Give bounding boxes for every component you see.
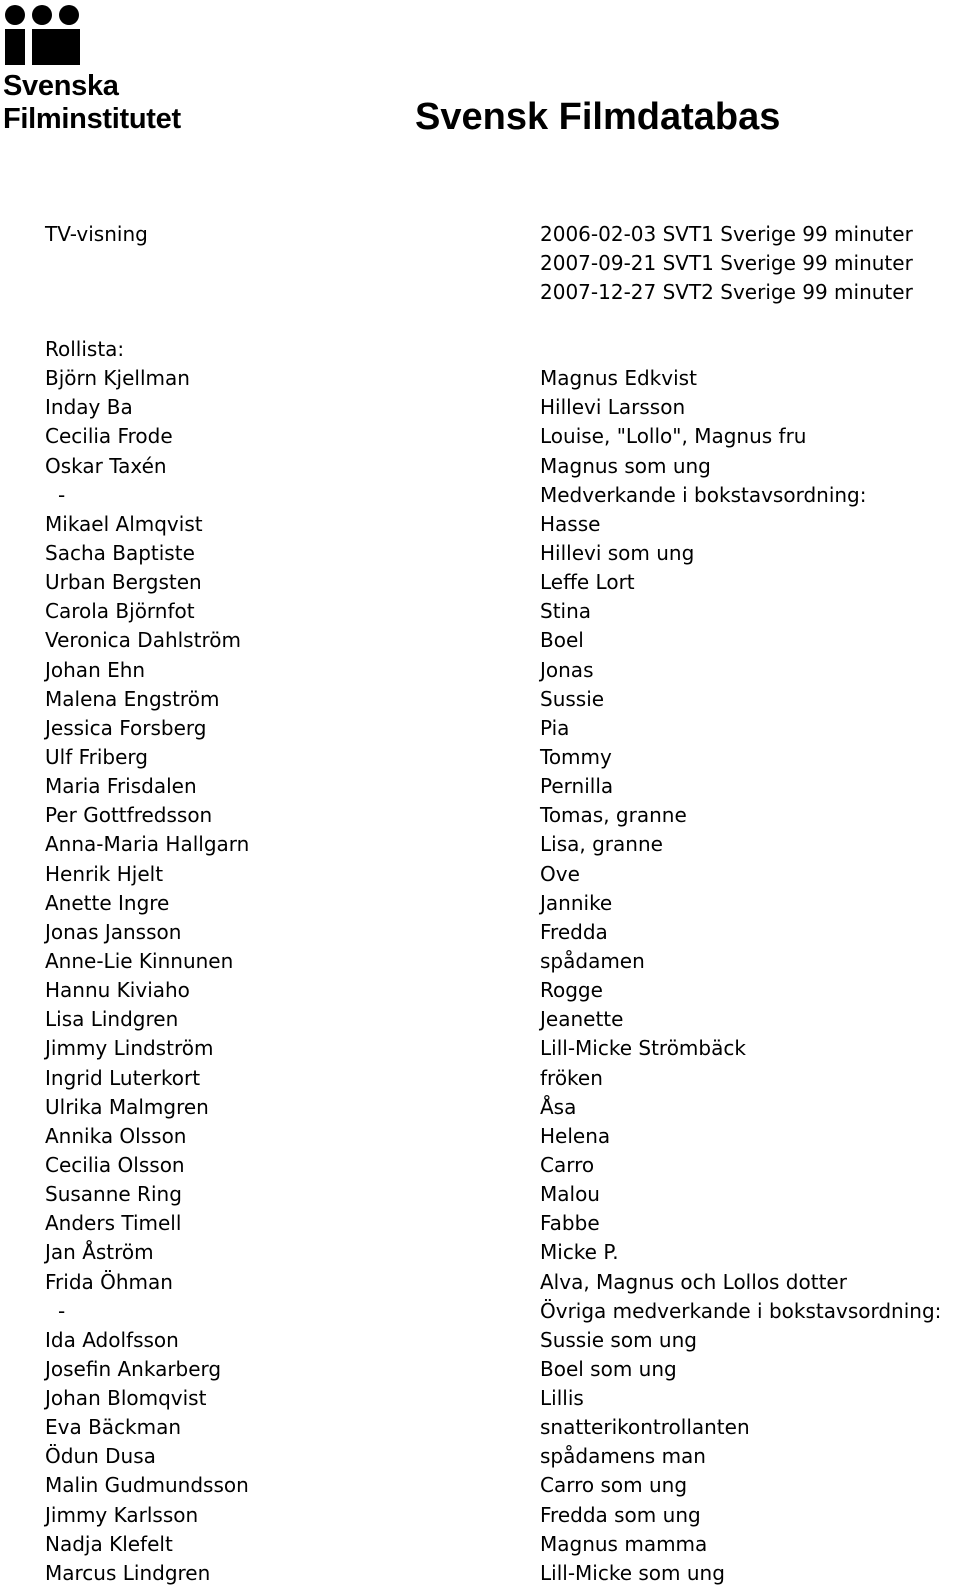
actor-name: Susanne Ring <box>45 1182 182 1207</box>
role-name: spådamens man <box>540 1444 706 1469</box>
role-name: Åsa <box>540 1094 577 1119</box>
cast-header: Rollista: <box>45 337 125 361</box>
role-name: Sussie som ung <box>540 1327 697 1352</box>
cast-row <box>0 1268 960 1297</box>
cast-row <box>0 1413 960 1442</box>
actor-name: Per Gottfredsson <box>45 803 213 828</box>
role-name: Magnus som ung <box>540 453 711 478</box>
cast-row <box>0 539 960 568</box>
tv-screening-row: 2007-09-21 SVT1 Sverige 99 minuter <box>540 251 913 275</box>
actor-name: Anette Ingre <box>45 890 170 915</box>
role-name: Pia <box>540 715 570 740</box>
role-name: Magnus Edkvist <box>540 366 697 391</box>
actor-name: Nadja Klefelt <box>45 1531 173 1556</box>
cast-row <box>0 918 960 947</box>
cast-row <box>0 889 960 918</box>
actor-name: Ingrid Luterkort <box>45 1065 201 1090</box>
role-name: Lisa, granne <box>540 832 663 857</box>
actor-name: Urban Bergsten <box>45 570 202 595</box>
cast-row <box>0 685 960 714</box>
cast-row <box>0 1297 960 1326</box>
role-name: Medverkande i bokstavsordning: <box>540 482 867 507</box>
role-name: Alva, Magnus och Lollos dotter <box>540 1269 847 1294</box>
role-name: Jannike <box>540 890 613 915</box>
actor-name: Josefin Ankarberg <box>45 1356 222 1381</box>
role-name: Magnus mamma <box>540 1531 708 1556</box>
actor-name: Veronica Dahlström <box>45 628 241 653</box>
cast-row <box>0 597 960 626</box>
cast-row <box>0 1005 960 1034</box>
actor-name: Malena Engström <box>45 686 220 711</box>
actor-name: Mikael Almqvist <box>45 511 203 536</box>
role-name: Tomas, granne <box>540 803 687 828</box>
role-name: Boel <box>540 628 584 653</box>
cast-row <box>0 393 960 422</box>
role-name: Lill-Micke Strömbäck <box>540 1036 746 1061</box>
actor-name: Maria Frisdalen <box>45 774 197 799</box>
role-name: Hillevi som ung <box>540 540 695 565</box>
cast-row <box>0 772 960 801</box>
role-name: Stina <box>540 599 592 624</box>
actor-name: Ulf Friberg <box>45 744 148 769</box>
actor-name: Cecilia Olsson <box>45 1152 185 1177</box>
page-title: Svensk Filmdatabas <box>415 96 781 138</box>
cast-row <box>0 1530 960 1559</box>
cast-separator: - <box>58 482 66 507</box>
role-name: Fabbe <box>540 1211 600 1236</box>
cast-row <box>0 364 960 393</box>
cast-separator: - <box>58 1298 66 1323</box>
role-name: Jeanette <box>540 1007 624 1032</box>
cast-row <box>0 1238 960 1267</box>
role-name: Carro som ung <box>540 1473 688 1498</box>
cast-list <box>0 364 960 1588</box>
role-name: Pernilla <box>540 774 614 799</box>
actor-name: Inday Ba <box>45 395 133 420</box>
actor-name: Björn Kjellman <box>45 366 190 391</box>
cast-row <box>0 1180 960 1209</box>
actor-name: Ulrika Malmgren <box>45 1094 209 1119</box>
tv-screening-row: 2007-12-27 SVT2 Sverige 99 minuter <box>540 280 913 304</box>
cast-row <box>0 1064 960 1093</box>
actor-name: Eva Bäckman <box>45 1415 182 1440</box>
role-name: Hillevi Larsson <box>540 395 686 420</box>
role-name: Sussie <box>540 686 605 711</box>
actor-name: Oskar Taxén <box>45 453 167 478</box>
cast-row <box>0 656 960 685</box>
actor-name: Ida Adolfsson <box>45 1327 179 1352</box>
cast-row <box>0 422 960 451</box>
actor-name: Hannu Kiviaho <box>45 978 190 1003</box>
cast-row <box>0 1501 960 1530</box>
actor-name: Cecilia Frode <box>45 424 173 449</box>
logo-line-1: Svenska <box>3 70 119 102</box>
role-name: Fredda <box>540 919 608 944</box>
tv-screenings <box>540 220 913 307</box>
actor-name: Jimmy Karlsson <box>45 1502 199 1527</box>
cast-row <box>0 1355 960 1384</box>
cast-row <box>0 481 960 510</box>
cast-row <box>0 714 960 743</box>
role-name: Lill-Micke som ung <box>540 1560 725 1585</box>
role-name: Övriga medverkande i bokstavsordning: <box>540 1298 942 1323</box>
actor-name: Sacha Baptiste <box>45 540 195 565</box>
role-name: Boel som ung <box>540 1356 677 1381</box>
cast-row <box>0 860 960 889</box>
cast-row <box>0 452 960 481</box>
role-name: Micke P. <box>540 1240 619 1265</box>
cast-row <box>0 1122 960 1151</box>
role-name: Lillis <box>540 1386 584 1411</box>
cast-row <box>0 830 960 859</box>
cast-row <box>0 1559 960 1588</box>
actor-name: Ödun Dusa <box>45 1444 156 1469</box>
actor-name: Frida Öhman <box>45 1269 173 1294</box>
role-name: Jonas <box>540 657 594 682</box>
actor-name: Henrik Hjelt <box>45 861 164 886</box>
role-name: Carro <box>540 1152 595 1177</box>
role-name: Leffe Lort <box>540 570 635 595</box>
cast-row <box>0 1384 960 1413</box>
cast-row <box>0 626 960 655</box>
actor-name: Johan Ehn <box>45 657 146 682</box>
actor-name: Jessica Forsberg <box>45 715 207 740</box>
role-name: Fredda som ung <box>540 1502 701 1527</box>
cast-row <box>0 1442 960 1471</box>
role-name: Tommy <box>540 744 612 769</box>
cast-row <box>0 1151 960 1180</box>
actor-name: Carola Björnfot <box>45 599 195 624</box>
role-name: spådamen <box>540 948 645 973</box>
role-name: snatterikontrollanten <box>540 1415 750 1440</box>
cast-row <box>0 568 960 597</box>
actor-name: Johan Blomqvist <box>45 1386 207 1411</box>
role-name: Ove <box>540 861 580 886</box>
actor-name: Anne-Lie Kinnunen <box>45 948 234 973</box>
tv-label: TV-visning <box>45 222 148 246</box>
actor-name: Anders Timell <box>45 1211 182 1236</box>
cast-row <box>0 510 960 539</box>
cast-row <box>0 1209 960 1238</box>
role-name: Rogge <box>540 978 603 1003</box>
logo-line-2: Filminstitutet <box>3 103 181 135</box>
actor-name: Jan Åström <box>45 1240 154 1265</box>
role-name: Louise, "Lollo", Magnus fru <box>540 424 807 449</box>
cast-row <box>0 801 960 830</box>
actor-name: Malin Gudmundsson <box>45 1473 249 1498</box>
logo-dots-icon <box>3 4 83 68</box>
actor-name: Jimmy Lindström <box>45 1036 214 1061</box>
cast-row <box>0 1034 960 1063</box>
logo-text <box>3 70 181 136</box>
actor-name: Marcus Lindgren <box>45 1560 211 1585</box>
tv-screening-row: 2006-02-03 SVT1 Sverige 99 minuter <box>540 222 913 246</box>
cast-row <box>0 976 960 1005</box>
svenska-filminstitutet-logo <box>3 4 213 134</box>
actor-name: Annika Olsson <box>45 1123 187 1148</box>
role-name: fröken <box>540 1065 603 1090</box>
cast-row <box>0 947 960 976</box>
actor-name: Anna-Maria Hallgarn <box>45 832 250 857</box>
role-name: Hasse <box>540 511 601 536</box>
cast-row <box>0 743 960 772</box>
actor-name: Lisa Lindgren <box>45 1007 179 1032</box>
cast-row <box>0 1326 960 1355</box>
role-name: Helena <box>540 1123 611 1148</box>
cast-row <box>0 1471 960 1500</box>
role-name: Malou <box>540 1182 600 1207</box>
actor-name: Jonas Jansson <box>45 919 182 944</box>
cast-row <box>0 1093 960 1122</box>
